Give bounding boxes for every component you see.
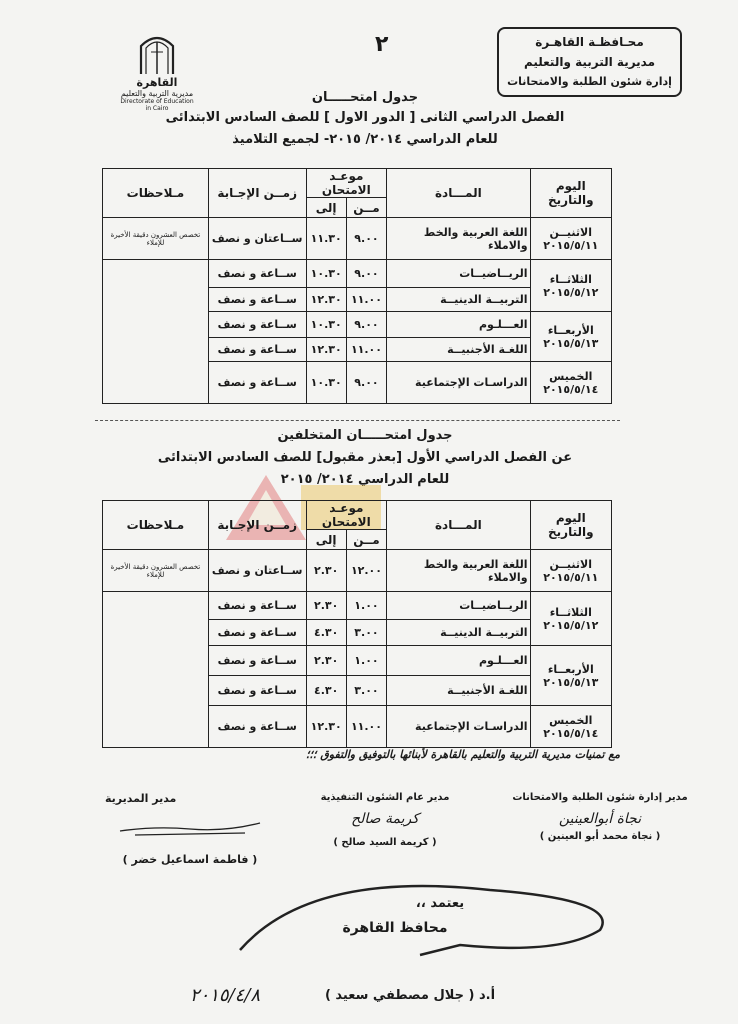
col-exam-time: موعـد الامتحان (306, 169, 387, 198)
day-label: الثلاثــاء (549, 272, 592, 286)
signatory-title: مدير إدارة شئون الطلبة والامتحانات (512, 792, 688, 803)
col-exam-time: موعـد الامتحان (306, 501, 387, 530)
day-label: الخميس (549, 369, 593, 383)
duration-cell: ســاعة و نصف (208, 362, 306, 404)
schedule2-subtitle-2: للعام الدراسي ٢٠١٤/ ٢٠١٥ (280, 472, 450, 487)
handwritten-date: ٢٠١٥/٤/٨ (189, 985, 261, 1006)
date-label: ٢٠١٥/٥/١١ (543, 570, 599, 584)
date-label: ٢٠١٥/٥/١٢ (543, 285, 599, 299)
day-date-cell (530, 592, 611, 646)
signature-scribble (115, 811, 265, 841)
col-duration: زمــن الإجـابة (208, 501, 306, 550)
duration-cell: ســاعة و نصف (208, 288, 306, 312)
directorate-header-box (497, 27, 682, 97)
from-time-cell: ١.٠٠ (346, 592, 386, 620)
to-time-cell: ١١.٣٠ (306, 218, 346, 260)
duration-cell: ســاعة و نصف (208, 312, 306, 338)
signature-block-students-affairs (500, 792, 700, 842)
approval-label: يعتمد ،، (415, 896, 465, 911)
col-day-date: اليوم والتاريخ (530, 169, 611, 218)
day-date-cell (530, 550, 611, 592)
to-time-cell: ٤.٣٠ (306, 620, 346, 646)
to-time-cell: ١٢.٣٠ (306, 706, 346, 748)
signature-handwriting: نجاة أبوالعينين (558, 811, 642, 827)
section-divider (95, 420, 620, 421)
date-label: ٢٠١٥/٥/١٤ (543, 726, 599, 740)
schedule1-subtitle-2: للعام الدراسي ٢٠١٤/ ٢٠١٥- لجميع التلاميذ (232, 132, 498, 147)
header-governorate: محـافظـة القاهـرة (535, 35, 644, 49)
col-from: مــن (346, 530, 386, 550)
from-time-cell: ١١.٠٠ (346, 706, 386, 748)
day-date-cell (530, 312, 611, 362)
subject-cell: الدراسـات الإجتماعية (387, 362, 530, 404)
col-notes: مـلاحظات (103, 501, 209, 550)
to-time-cell: ١٠.٣٠ (306, 260, 346, 288)
subject-cell: اللغـة الأجنبيــة (387, 676, 530, 706)
from-time-cell: ١١.٠٠ (346, 338, 386, 362)
notes-cell-empty (103, 260, 209, 404)
logo-subtitle-ar: مديرية التربية والتعليم (120, 89, 194, 98)
to-time-cell: ٢.٣٠ (306, 592, 346, 620)
signatory-title: مدير عام الشئون التنفيذية (320, 792, 450, 803)
notes-cell: تخصص العشرون دقيقة الأخيرة للإملاء (103, 218, 209, 260)
duration-cell: ســاعة و نصف (208, 676, 306, 706)
from-time-cell: ٣.٠٠ (346, 620, 386, 646)
to-time-cell: ١٢.٣٠ (306, 338, 346, 362)
duration-cell: ســاعة و نصف (208, 706, 306, 748)
to-time-cell: ٤.٣٠ (306, 676, 346, 706)
col-duration: زمــن الإجـابة (208, 169, 306, 218)
table-row (103, 592, 612, 620)
signatory-name: ( نجاة محمد أبو العينين ) (539, 831, 661, 842)
duration-cell: ســاعة و نصف (208, 338, 306, 362)
duration-cell: ســاعة و نصف (208, 620, 306, 646)
duration-cell: ســاعة و نصف (208, 592, 306, 620)
subject-cell: الريــاضيــات (387, 592, 530, 620)
from-time-cell: ٣.٠٠ (346, 676, 386, 706)
day-label: الخميس (549, 713, 593, 727)
from-time-cell: ١٢.٠٠ (346, 550, 386, 592)
subject-cell: الريــاضيــات (387, 260, 530, 288)
notes-cell: تخصص العشرون دقيقة الأخيرة للإملاء (103, 550, 209, 592)
day-label: الثلاثــاء (549, 605, 592, 619)
signatory-name: ( كريمة السيد صالح ) (333, 837, 437, 848)
day-date-cell (530, 362, 611, 404)
subject-cell: اللغة العربية والخط والاملاء (387, 218, 530, 260)
day-label: الاثنيــن (549, 557, 593, 571)
date-label: ٢٠١٥/٥/١٣ (543, 336, 599, 350)
from-time-cell: ٩.٠٠ (346, 260, 386, 288)
to-time-cell: ١٠.٣٠ (306, 312, 346, 338)
date-label: ٢٠١٥/٥/١١ (543, 238, 599, 252)
schedule1-title: جدول امتحـــــان (311, 90, 419, 105)
cairo-emblem-icon (137, 30, 177, 76)
duration-cell: ســاعة و نصف (208, 260, 306, 288)
signature-block-directorate-head (105, 792, 275, 866)
date-label: ٢٠١٥/٥/١٣ (543, 675, 599, 689)
day-label: الأربعــاء (547, 662, 594, 676)
from-time-cell: ١١.٠٠ (346, 288, 386, 312)
from-time-cell: ٩.٠٠ (346, 362, 386, 404)
col-to: إلى (306, 198, 346, 218)
to-time-cell: ٢.٣٠ (306, 550, 346, 592)
col-day-date: اليوم والتاريخ (530, 501, 611, 550)
governor-signature-scribble (160, 860, 640, 960)
subject-cell: الدراسـات الإجتماعية (387, 706, 530, 748)
logo-name: القاهرة (136, 76, 178, 89)
schedule2-title: جدول امتحـــــان المتخلفين (277, 428, 453, 443)
duration-cell: ســاعتان و نصف (208, 218, 306, 260)
subject-cell: التربيــة الدينيــة (387, 620, 530, 646)
to-time-cell: ١٠.٣٠ (306, 362, 346, 404)
governor-title: محافظ القاهرة (342, 920, 448, 936)
page-number: ٢ (375, 32, 389, 57)
col-to: إلى (306, 530, 346, 550)
from-time-cell: ٩.٠٠ (346, 312, 386, 338)
signatory-title: مدير المديرية (105, 792, 177, 805)
col-notes: مـلاحظات (103, 169, 209, 218)
header-directorate: مديرية التربية والتعليم (523, 55, 656, 69)
signatory-name: ( فاطمة اسماعيل خضر ) (122, 853, 258, 866)
signature-block-executive-affairs (295, 792, 475, 848)
day-date-cell (530, 706, 611, 748)
exam-schedule-table-1 (102, 168, 612, 404)
schedule1-subtitle-1: الفصل الدراسي الثانى [ الدور الاول ] للصف السادس الابتدائى (165, 110, 565, 125)
from-time-cell: ١.٠٠ (346, 646, 386, 676)
table-row (103, 260, 612, 288)
day-label: الاثنيــن (549, 225, 593, 239)
cairo-logo (120, 30, 194, 120)
table-row (103, 218, 612, 260)
subject-cell: العـــلـوم (387, 312, 530, 338)
logo-subtitle-en: Directorate of Education in Cairo (120, 98, 194, 112)
closing-wishes: مع تمنيات مديرية التربية والتعليم بالقاهرة لأبنائها بالتوفيق والتفوق ؛؛؛ (305, 748, 620, 761)
day-date-cell (530, 646, 611, 706)
subject-cell: اللغـة الأجنبيــة (387, 338, 530, 362)
exam-schedule-table-2 (102, 500, 612, 748)
date-label: ٢٠١٥/٥/١٤ (543, 382, 599, 396)
notes-cell-empty (103, 592, 209, 748)
col-subject: المـــادة (387, 169, 530, 218)
to-time-cell: ١٢.٣٠ (306, 288, 346, 312)
schedule2-subtitle-1: عن الفصل الدراسي الأول [بعذر مقبول] للصف السادس الابتدائى (157, 450, 573, 465)
subject-cell: العـــلـوم (387, 646, 530, 676)
date-label: ٢٠١٥/٥/١٢ (543, 618, 599, 632)
governor-name: أ.د ( جلال مصطفي سعيد ) (324, 988, 496, 1003)
to-time-cell: ٢.٣٠ (306, 646, 346, 676)
duration-cell: ســاعة و نصف (208, 646, 306, 676)
day-date-cell (530, 218, 611, 260)
col-from: مــن (346, 198, 386, 218)
subject-cell: اللغة العربية والخط والاملاء (387, 550, 530, 592)
subject-cell: التربيــة الدينيــة (387, 288, 530, 312)
day-date-cell (530, 260, 611, 312)
header-department: إدارة شئون الطلبة والامتحانات (507, 75, 672, 88)
day-label: الأربعــاء (547, 323, 594, 337)
duration-cell: ســاعتان و نصف (208, 550, 306, 592)
col-subject: المـــادة (387, 501, 530, 550)
table-row (103, 550, 612, 592)
signature-handwriting: كريمة صالح (351, 811, 419, 827)
from-time-cell: ٩.٠٠ (346, 218, 386, 260)
